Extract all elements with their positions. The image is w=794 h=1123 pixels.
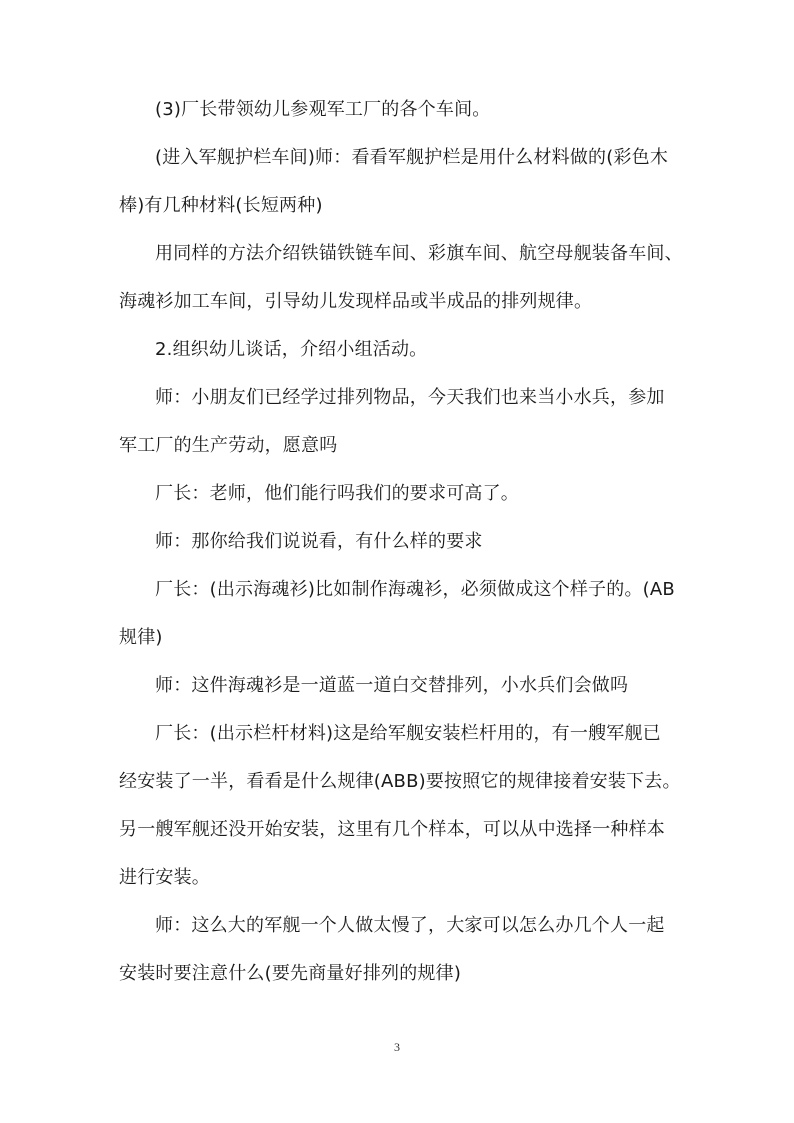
paragraph-line: 另一艘军舰还没开始安装，这里有几个样本，可以从中选择一种样本 — [119, 819, 665, 840]
paragraph-line: 安装时要注意什么(要先商量好排列的规律) — [119, 963, 462, 984]
paragraph-line: 厂长：(出示海魂衫)比如制作海魂衫，必须做成这个样子的。(AB — [155, 579, 675, 600]
paragraph-line: (3)厂长带领幼儿参观军工厂的各个车间。 — [155, 99, 491, 120]
paragraph-line: 棒)有几种材料(长短两种) — [119, 195, 323, 216]
paragraph-line: 军工厂的生产劳动，愿意吗 — [119, 435, 338, 456]
paragraph-line: 厂长：老师，他们能行吗我们的要求可高了。 — [155, 483, 519, 504]
paragraph-line: 师：这件海魂衫是一道蓝一道白交替排列，小水兵们会做吗 — [155, 675, 629, 696]
paragraph-line: 厂长：(出示栏杆材料)这是给军舰安装栏杆用的，有一艘军舰已 — [155, 723, 661, 744]
paragraph-line: 师：这么大的军舰一个人做太慢了，大家可以怎么办几个人一起 — [155, 915, 665, 936]
page-number: 3 — [394, 1040, 400, 1054]
paragraph-line: 2.组织幼儿谈话，介绍小组活动。 — [155, 339, 428, 360]
paragraph-line: 规律) — [119, 627, 163, 648]
paragraph-line: (进入军舰护栏车间)师：看看军舰护栏是用什么材料做的(彩色木 — [155, 147, 669, 168]
paragraph-line: 海魂衫加工车间，引导幼儿发现样品或半成品的排列规律。 — [119, 291, 593, 312]
paragraph-line: 进行安装。 — [119, 867, 210, 888]
paragraph-line: 师：那你给我们说说看，有什么样的要求 — [155, 531, 483, 552]
paragraph-line: 用同样的方法介绍铁锚铁链车间、彩旗车间、航空母舰装备车间、 — [155, 243, 683, 264]
paragraph-line: 经安装了一半，看看是什么规律(ABB)要按照它的规律接着安装下去。 — [119, 771, 681, 792]
paragraph-line: 师：小朋友们已经学过排列物品，今天我们也来当小水兵，参加 — [155, 387, 665, 408]
